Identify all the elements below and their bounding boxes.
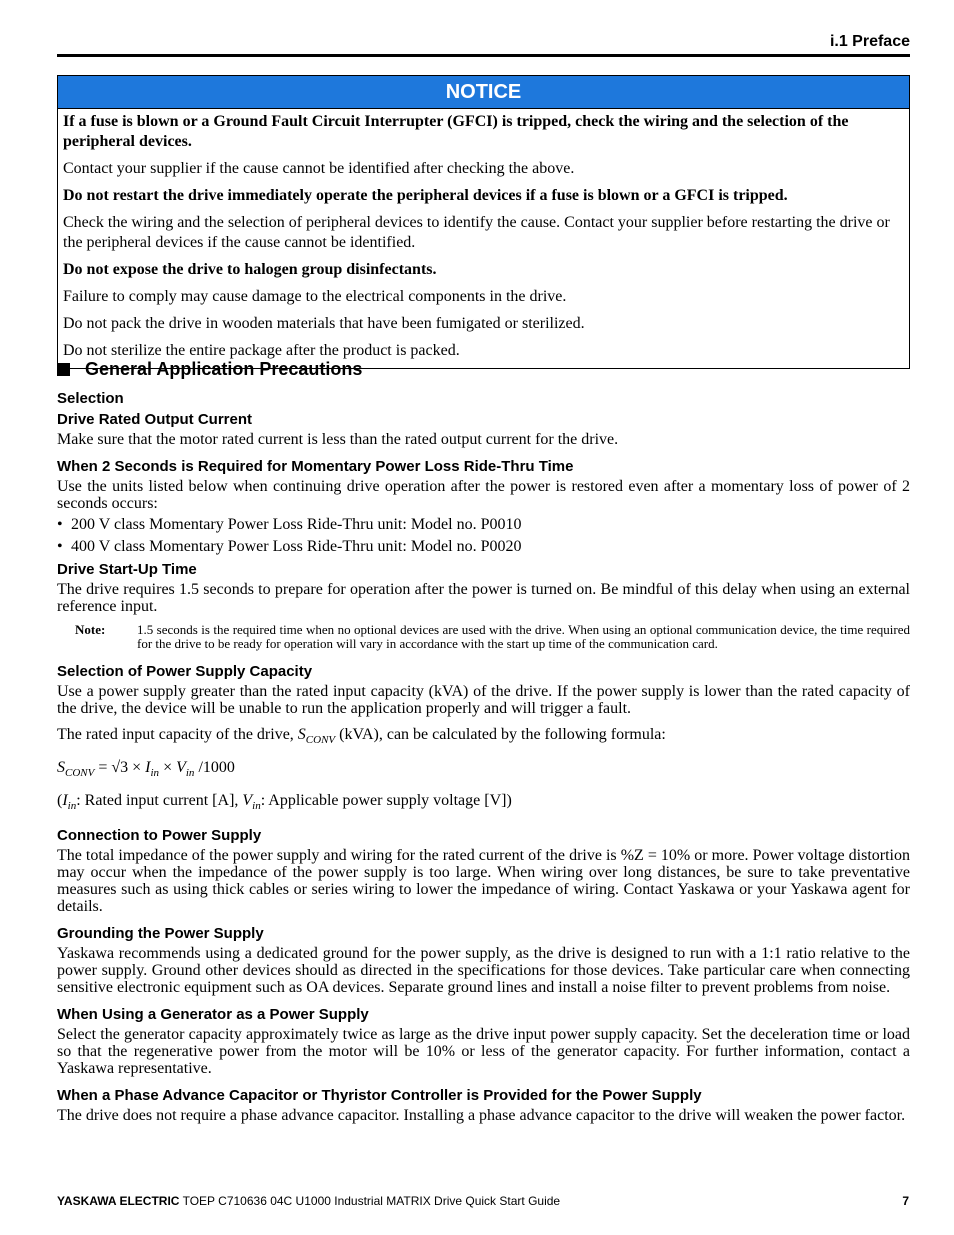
formula-legend: ($I_{in}$: Rated input current [A], $V_{in}$: Applicable power supply voltage [V]) [57, 792, 512, 813]
notice-paragraph: Contact your supplier if the cause cannot be identified after checking the above. [63, 160, 575, 177]
formula: $S_{CONV} = √3 \times I_{in} \times V_{in}$ /1000 [57, 759, 235, 780]
footer-doc-info [57, 1194, 560, 1208]
topic-text: Make sure that the motor rated current is less than the rated output current for the drive. [57, 431, 619, 448]
note-text: 1.5 seconds is the required time when no optional devices are used with the drive. When using an optional communication device, the time required for the drive to be ready for operation will vary in accordance with the start up time of the communication card. [137, 622, 910, 651]
notice-paragraph: Do not expose the drive to halogen group disinfectants. [63, 261, 437, 278]
notice-body [58, 109, 909, 368]
topic-text: The rated input capacity of the drive, $S_{CONV}$ (kVA), can be calculated by the following formula: [57, 726, 666, 747]
topic-text: Yaskawa recommends using a dedicated ground for the power supply, as the drive is designed to run with a 1:1 ratio relative to the power supply. Ground other devices should as directed in the specifications for those devices. Take particular care when connecting sensitive electronic equipment such as OA devices. Separate ground lines and install a noise filter to prevent problems from noise. [57, 944, 910, 996]
topic-heading: Drive Start-Up Time [57, 561, 197, 578]
notice-title: NOTICE [58, 76, 909, 109]
topic-text: The drive does not require a phase advance capacitor. Installing a phase advance capacitor to the drive will weaken the power factor. [57, 1106, 906, 1124]
topic-heading: When a Phase Advance Capacitor or Thyristor Controller is Provided for the Power Supply [57, 1086, 702, 1104]
topic-heading: Grounding the Power Supply [57, 924, 264, 942]
list-item: • 200 V class Momentary Power Loss Ride-Thru unit: Model no. P0010 [57, 516, 522, 533]
topic-text: Use a power supply greater than the rated input capacity (kVA) of the drive. If the power supply is lower than the rated capacity of the drive, the device will be unable to run the application properly and will trigger a fault. [57, 683, 910, 717]
notice-paragraph: Do not restart the drive immediately operate the peripheral devices if a fuse is blown or a GFCI is tripped. [63, 187, 788, 204]
topic-heading: Selection of Power Supply Capacity [57, 663, 313, 680]
footer-brand: YASKAWA ELECTRIC [57, 1194, 180, 1208]
note-block [75, 623, 910, 651]
notice-paragraph: If a fuse is blown or a Ground Fault Circuit Interrupter (GFCI) is tripped, check the wiring and the selection of the peripheral devices. [63, 113, 849, 150]
notice-paragraph: Do not sterilize the entire package after the product is packed. [63, 342, 460, 359]
subsection-title: Selection [57, 390, 124, 407]
bullet-list [57, 516, 910, 555]
notice-box [57, 75, 910, 369]
header-rule [57, 54, 910, 57]
notice-paragraph: Do not pack the drive in wooden materials that have been fumigated or sterilized. [63, 315, 585, 332]
topic-text: The drive requires 1.5 seconds to prepare for operation after the power is turned on. Be mindful of this delay when using an external reference input. [57, 581, 910, 615]
topic-heading: When 2 Seconds is Required for Momentary Power Loss Ride-Thru Time [57, 458, 574, 475]
section-heading [57, 358, 910, 380]
topic-heading: Drive Rated Output Current [57, 411, 253, 428]
topic-text: Select the generator capacity approximately twice as large as the drive input power supply capacity. Set the deceleration time or load so that the regenerative power from the motor will be 10% or less of the generator capacity. For further information, contact a Yaskawa representative. [57, 1025, 910, 1077]
notice-paragraph: Failure to comply may cause damage to the electrical components in the drive. [63, 288, 567, 305]
topic-text: The total impedance of the power supply and wiring for the rated current of the drive is %Z = 10% or more. Power voltage distortion may occur when the impedance of the power supply is too large. When wiring over long distances, be sure to take preventative measures such as using thick cables or series wiring to lower the impedance of wiring. Contact Yaskawa or your Yaskawa agent for details. [57, 846, 910, 915]
topic-heading: When Using a Generator as a Power Supply [57, 1005, 369, 1023]
note-label: Note: [75, 622, 106, 637]
topic-text: Use the units listed below when continuing drive operation after the power is restored even after a momentary loss of power of 2 seconds occurs: [57, 478, 910, 512]
notice-paragraph: Check the wiring and the selection of peripheral devices to identify the cause. Contact your supplier before restarting the drive or the peripheral devices if the cause cannot be identified. [63, 214, 890, 251]
running-header: i.1 Preface [829, 33, 910, 50]
page-number: 7 [902, 1194, 909, 1208]
topic-heading: Connection to Power Supply [57, 826, 262, 844]
section-title: General Application Precautions [85, 358, 363, 379]
footer-doc-title: TOEP C710636 04C U1000 Industrial MATRIX Drive Quick Start Guide [179, 1194, 561, 1208]
main-content [57, 358, 910, 1124]
list-item: • 400 V class Momentary Power Loss Ride-Thru unit: Model no. P0020 [57, 538, 522, 555]
square-bullet-icon [57, 363, 70, 376]
